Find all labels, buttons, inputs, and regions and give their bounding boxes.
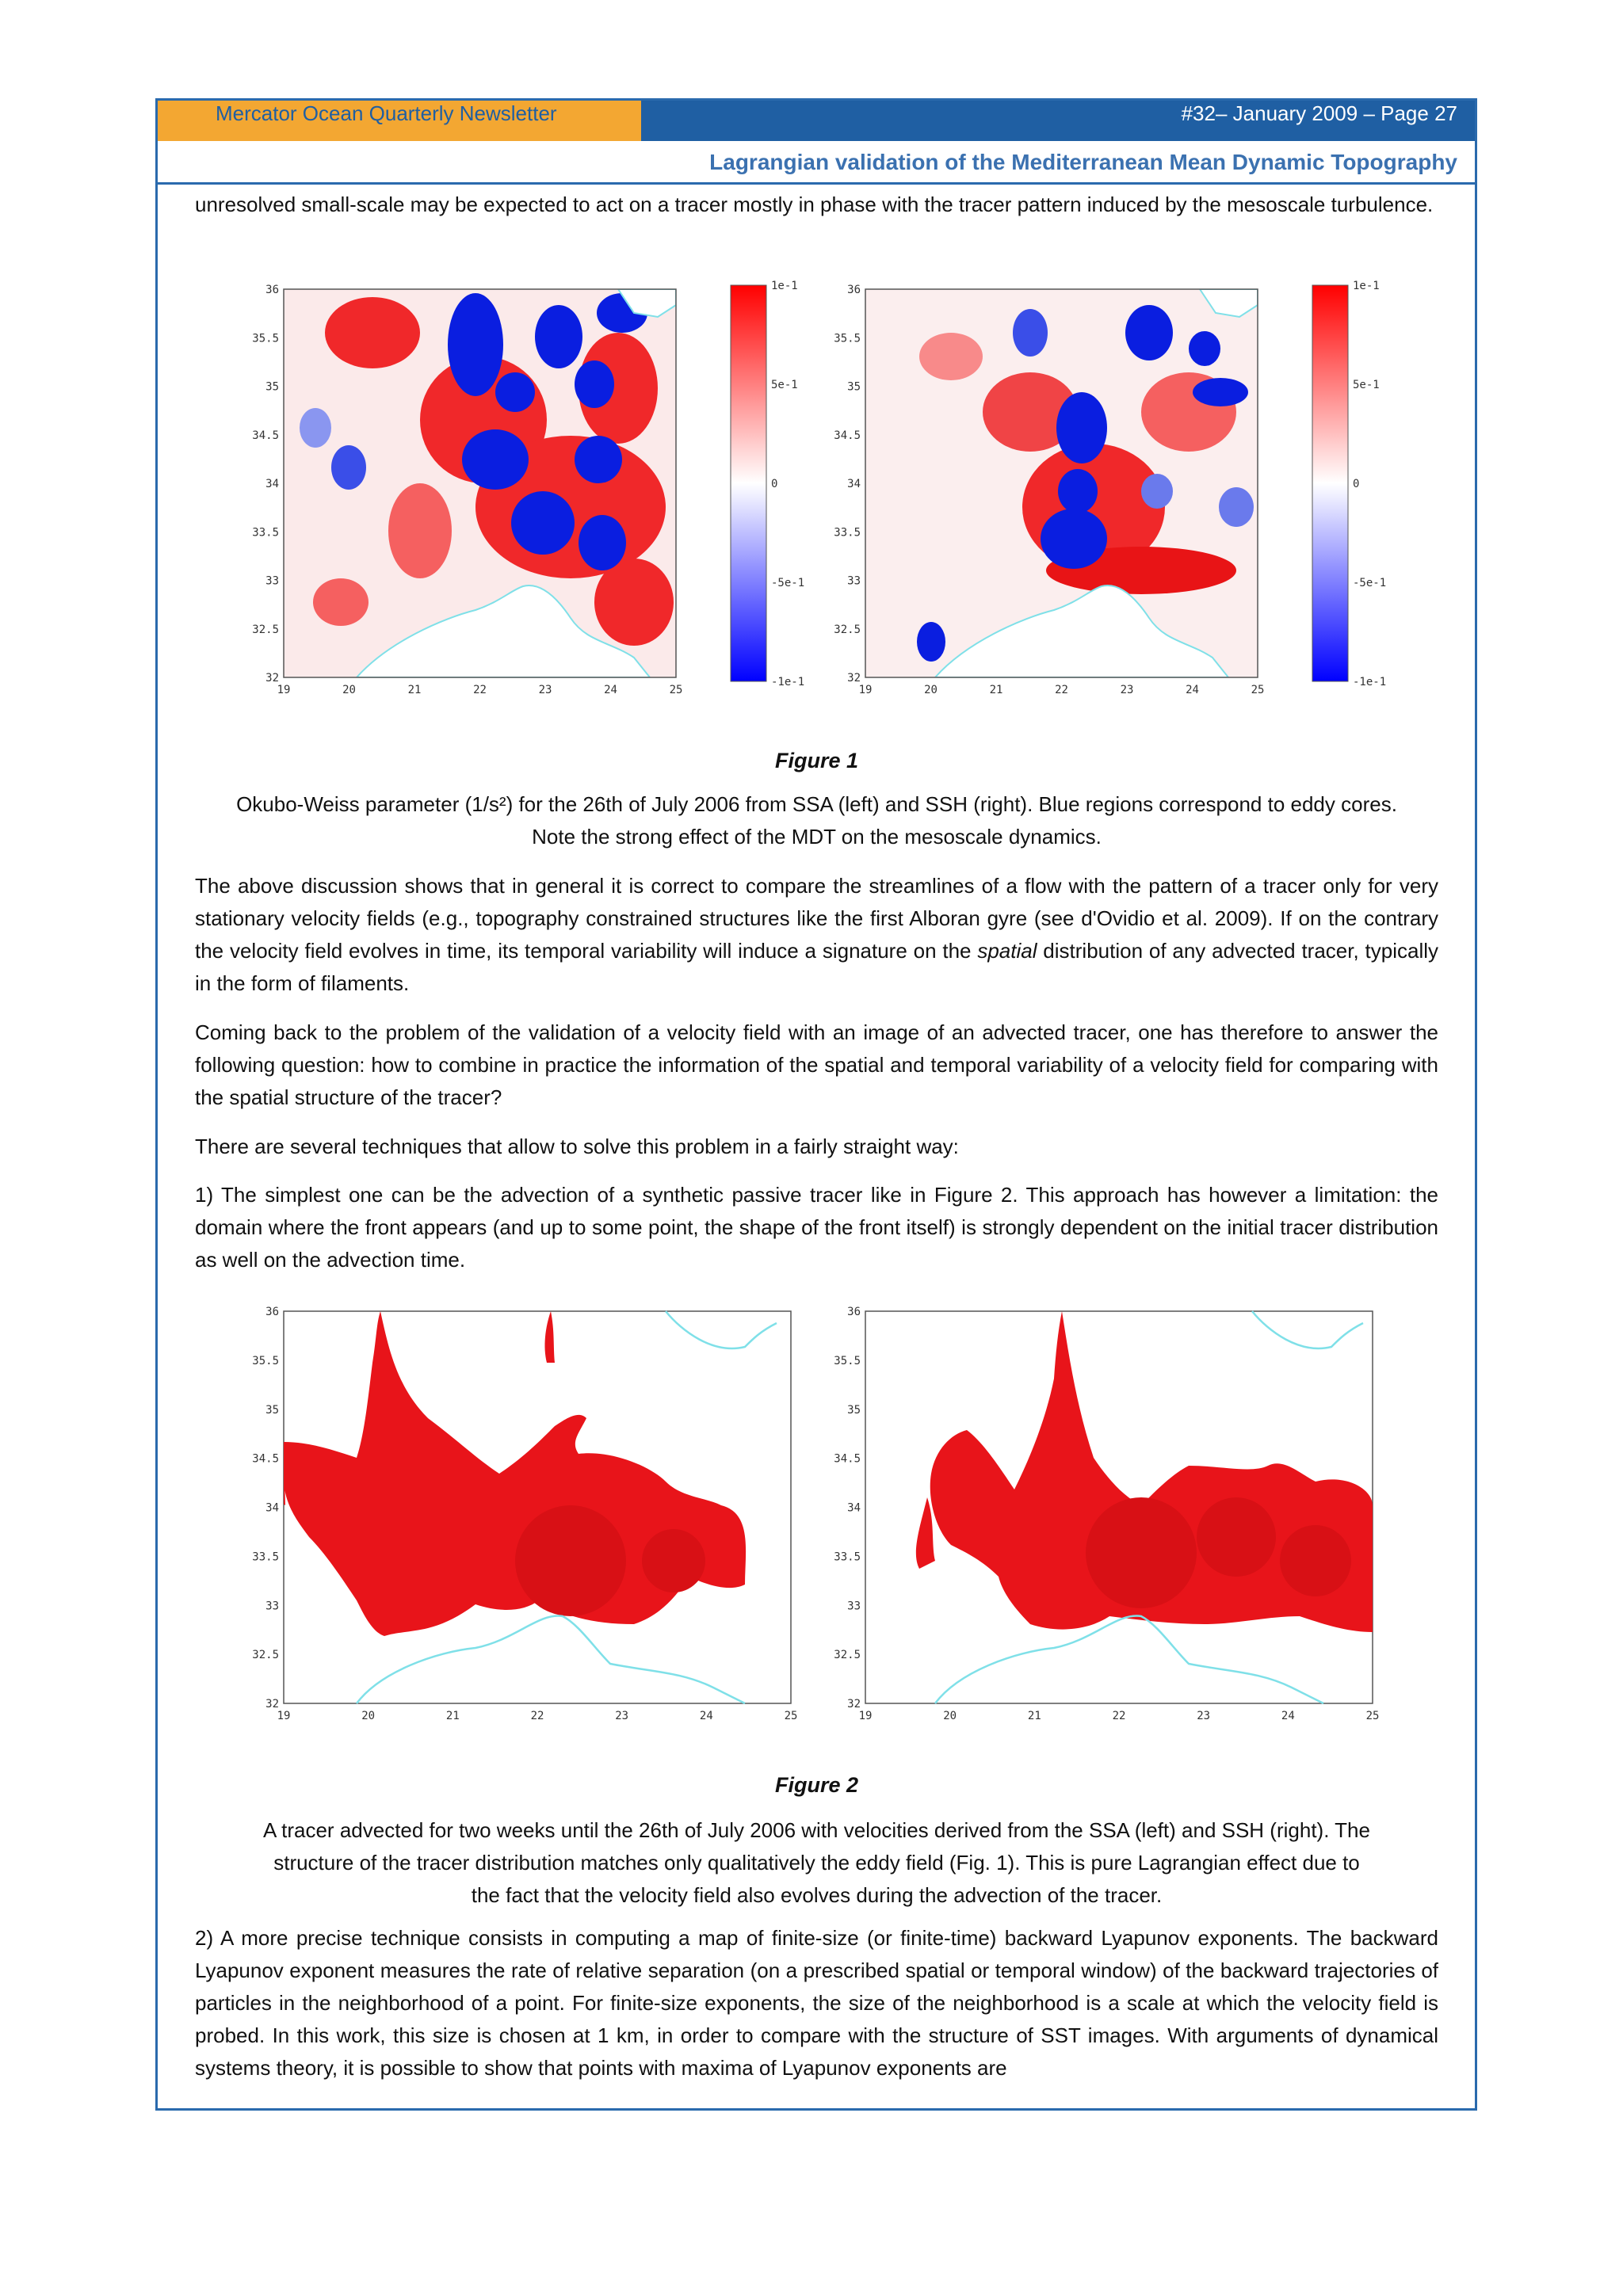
figure-2-title: Figure 2 bbox=[774, 1773, 859, 1797]
y-tick-label: 34.5 bbox=[252, 429, 279, 442]
tracer-eddy bbox=[515, 1505, 626, 1616]
figure-2-caption bbox=[195, 1814, 1438, 1912]
colorbar-tick-label: -5e-1 bbox=[771, 577, 805, 589]
issue-info: #32– January 2009 – Page 27 bbox=[641, 101, 1475, 141]
blue-eddy bbox=[1193, 378, 1248, 406]
figure-1-caption: Okubo-Weiss parameter (1/s²) for the 26th of July 2006 from SSA (left) and SSH (right). Blue regions correspond to eddy cores. Note the strong effect of the MDT on the mesoscale dynamics. bbox=[236, 792, 1397, 849]
y-tick-label: 36 bbox=[265, 284, 279, 296]
x-tick-label: 23 bbox=[538, 684, 552, 696]
blue-eddy bbox=[300, 408, 331, 448]
colorbar-left bbox=[731, 285, 766, 681]
y-tick-label: 34 bbox=[847, 478, 861, 490]
x-tick-label: 20 bbox=[342, 684, 356, 696]
paragraph-1: The above discussion shows that in general it is correct to compare the streamlines of a flow with the pattern of a tracer only for very stationary velocity fields (e.g., topography constrained structures like the first Alboran gyre (see d'Ovidio et al. 2009). If on the contrary the velocity field evolves in time, its temporal variability will induce a signature on the spatial distribution of any advected tracer, typically in the form of filaments. bbox=[195, 874, 1438, 995]
y-tick-label: 33.5 bbox=[252, 526, 279, 540]
tracer-eddy bbox=[1197, 1497, 1276, 1577]
red-region bbox=[919, 333, 983, 380]
x-tick-label: 21 bbox=[445, 1710, 460, 1722]
y-tick-label: 33 bbox=[847, 1600, 861, 1613]
blue-eddy bbox=[462, 429, 529, 490]
colorbar-tick-label: -1e-1 bbox=[771, 676, 805, 688]
y-tick-label: 32 bbox=[265, 672, 279, 685]
tracer-eddy bbox=[642, 1529, 705, 1592]
y-tick-label: 34 bbox=[265, 1501, 279, 1515]
y-tick-label: 32 bbox=[847, 672, 861, 685]
red-region bbox=[313, 578, 369, 626]
x-tick-label: 19 bbox=[277, 684, 291, 696]
x-tick-label: 20 bbox=[943, 1710, 957, 1722]
red-region bbox=[388, 483, 452, 578]
y-tick-label: 36 bbox=[847, 284, 861, 296]
tracer-ssh-map bbox=[865, 1311, 1373, 1703]
blue-eddy bbox=[1056, 392, 1107, 463]
x-tick-label: 25 bbox=[1251, 684, 1265, 696]
x-tick-label: 22 bbox=[1112, 1710, 1126, 1722]
blue-eddy bbox=[917, 622, 945, 662]
x-tick-label: 20 bbox=[361, 1710, 376, 1722]
y-tick-label: 33.5 bbox=[834, 1550, 861, 1564]
colorbar-right bbox=[1312, 285, 1348, 681]
colorbar-tick-label: 0 bbox=[771, 478, 778, 490]
colorbar-tick-label: 1e-1 bbox=[1353, 280, 1380, 292]
tracer-filament bbox=[270, 1442, 285, 1505]
y-tick-label: 32.5 bbox=[834, 1649, 861, 1662]
y-tick-label: 35.5 bbox=[834, 332, 861, 345]
y-tick-label: 34.5 bbox=[834, 429, 861, 442]
y-tick-label: 33.5 bbox=[834, 526, 861, 540]
x-tick-label: 23 bbox=[615, 1710, 629, 1722]
blue-eddy bbox=[575, 360, 614, 408]
blue-eddy bbox=[1013, 309, 1048, 357]
y-tick-label: 36 bbox=[847, 1306, 861, 1318]
x-tick-label: 25 bbox=[784, 1710, 798, 1722]
blue-eddy bbox=[1041, 509, 1107, 569]
x-tick-label: 24 bbox=[699, 1710, 713, 1722]
x-tick-label: 23 bbox=[1197, 1710, 1211, 1722]
x-tick-label: 23 bbox=[1120, 684, 1134, 696]
okubo-weiss-ssa-map bbox=[284, 289, 676, 677]
y-tick-label: 32.5 bbox=[252, 1649, 279, 1662]
x-tick-label: 22 bbox=[473, 684, 487, 696]
colorbar-tick-label: 5e-1 bbox=[771, 379, 798, 391]
y-tick-label: 35 bbox=[847, 1403, 861, 1417]
x-tick-label: 22 bbox=[1055, 684, 1068, 696]
blue-eddy bbox=[1141, 474, 1173, 509]
y-tick-label: 35 bbox=[265, 380, 279, 394]
x-tick-label: 19 bbox=[858, 1710, 873, 1722]
x-tick-label: 19 bbox=[277, 1710, 291, 1722]
y-tick-label: 34 bbox=[265, 478, 279, 490]
blue-eddy bbox=[535, 305, 582, 368]
blue-eddy bbox=[495, 372, 535, 412]
figure-1-title: Figure 1 bbox=[774, 749, 859, 772]
y-tick-label: 35.5 bbox=[252, 1354, 279, 1367]
x-tick-label: 24 bbox=[1281, 1710, 1295, 1722]
y-tick-label: 35.5 bbox=[834, 1354, 861, 1367]
y-tick-label: 36 bbox=[265, 1306, 279, 1318]
x-tick-label: 24 bbox=[1186, 684, 1199, 696]
blue-eddy bbox=[575, 436, 622, 483]
okubo-weiss-ssh-map bbox=[865, 289, 1258, 677]
paragraph-3: There are several techniques that allow to solve this problem in a fairly straight way: bbox=[195, 1135, 959, 1158]
x-tick-label: 25 bbox=[669, 684, 683, 696]
colorbar-tick-label: 5e-1 bbox=[1353, 379, 1380, 391]
colorbar-tick-label: -1e-1 bbox=[1353, 676, 1387, 688]
y-tick-label: 35.5 bbox=[252, 332, 279, 345]
blue-eddy bbox=[331, 445, 366, 490]
y-tick-label: 33.5 bbox=[252, 1550, 279, 1564]
newsletter-title: Mercator Ocean Quarterly Newsletter bbox=[158, 101, 641, 141]
blue-eddy bbox=[1219, 487, 1254, 527]
y-tick-label: 34.5 bbox=[252, 1452, 279, 1466]
y-tick-label: 35 bbox=[265, 1403, 279, 1417]
paragraph-2: Coming back to the problem of the validation of a velocity field with an image of an advected tracer, one has therefore to answer the following question: how to combine in practice the information of the spatial and temporal variability of a velocity field for comparing with the spatial structure of the tracer? bbox=[195, 1020, 1438, 1109]
caption-line: structure of the tracer distribution matches only qualitatively the eddy field (Fig. 1). This is pure Lagrangian effect due to bbox=[273, 1851, 1360, 1875]
x-tick-label: 24 bbox=[604, 684, 617, 696]
paragraph-0: unresolved small-scale may be expected to act on a tracer mostly in phase with the tracer pattern induced by the mesoscale turbulence. bbox=[195, 193, 1434, 216]
y-tick-label: 33 bbox=[265, 574, 279, 588]
colorbar-tick-label: -5e-1 bbox=[1353, 577, 1387, 589]
caption-line: the fact that the velocity field also evolves during the advection of the tracer. bbox=[471, 1883, 1163, 1907]
y-tick-label: 32 bbox=[265, 1698, 279, 1711]
red-region bbox=[325, 297, 420, 368]
x-tick-label: 25 bbox=[1365, 1710, 1380, 1722]
x-tick-label: 21 bbox=[1027, 1710, 1041, 1722]
paragraph-4: 1) The simplest one can be the advection of a synthetic passive tracer like in Figure 2. This approach has however a limitation: the domain where the front appears (and up to some point, the shape of the front itself) is strongly dependent on the initial tracer distribution as well on the advection time. bbox=[195, 1183, 1438, 1272]
y-tick-label: 33 bbox=[265, 1600, 279, 1613]
blue-eddy bbox=[511, 491, 575, 555]
y-tick-label: 33 bbox=[847, 574, 861, 588]
colorbar-tick-label: 0 bbox=[1353, 478, 1360, 490]
figure-1 bbox=[238, 269, 1426, 713]
x-tick-label: 21 bbox=[407, 684, 422, 696]
caption-line: A tracer advected for two weeks until the 26th of July 2006 with velocities derived from the SSA (left) and SSH (right). The bbox=[263, 1818, 1370, 1842]
x-tick-label: 20 bbox=[924, 684, 938, 696]
section-title: Lagrangian validation of the Mediterranean Mean Dynamic Topography bbox=[158, 141, 1475, 185]
tracer-ssa-map bbox=[270, 1311, 791, 1703]
y-tick-label: 34 bbox=[847, 1501, 861, 1515]
y-tick-label: 32.5 bbox=[252, 623, 279, 636]
blue-eddy bbox=[1058, 469, 1098, 513]
blue-eddy bbox=[448, 293, 503, 396]
blue-eddy bbox=[1125, 305, 1173, 360]
blue-eddy bbox=[579, 515, 626, 570]
blue-eddy bbox=[1189, 331, 1220, 366]
tracer-eddy bbox=[1086, 1497, 1197, 1608]
figure-2 bbox=[238, 1299, 1426, 1743]
x-tick-label: 21 bbox=[989, 684, 1003, 696]
y-tick-label: 32.5 bbox=[834, 623, 861, 636]
y-tick-label: 34.5 bbox=[834, 1452, 861, 1466]
x-tick-label: 19 bbox=[858, 684, 873, 696]
red-region bbox=[594, 559, 674, 646]
y-tick-label: 32 bbox=[847, 1698, 861, 1711]
paragraph-5: 2) A more precise technique consists in computing a map of finite-size (or finite-time) backward Lyapunov exponents. The backward Lyapunov exponent measures the rate of relative separation (on a prescribed spatial or temporal window) of the backward trajectories of particles in the neighborhood of a point. For finite-size exponents, the size of the neighborhood is a scale at which the velocity field is probed. In this work, this size is chosen at 1 km, in order to compare with the structure of SST images. With arguments of dynamical systems theory, it is possible to show that points with maxima of Lyapunov exponents are bbox=[195, 1926, 1438, 2080]
colorbar-tick-label: 1e-1 bbox=[771, 280, 798, 292]
x-tick-label: 22 bbox=[530, 1710, 544, 1722]
y-tick-label: 35 bbox=[847, 380, 861, 394]
tracer-eddy bbox=[1280, 1525, 1351, 1596]
